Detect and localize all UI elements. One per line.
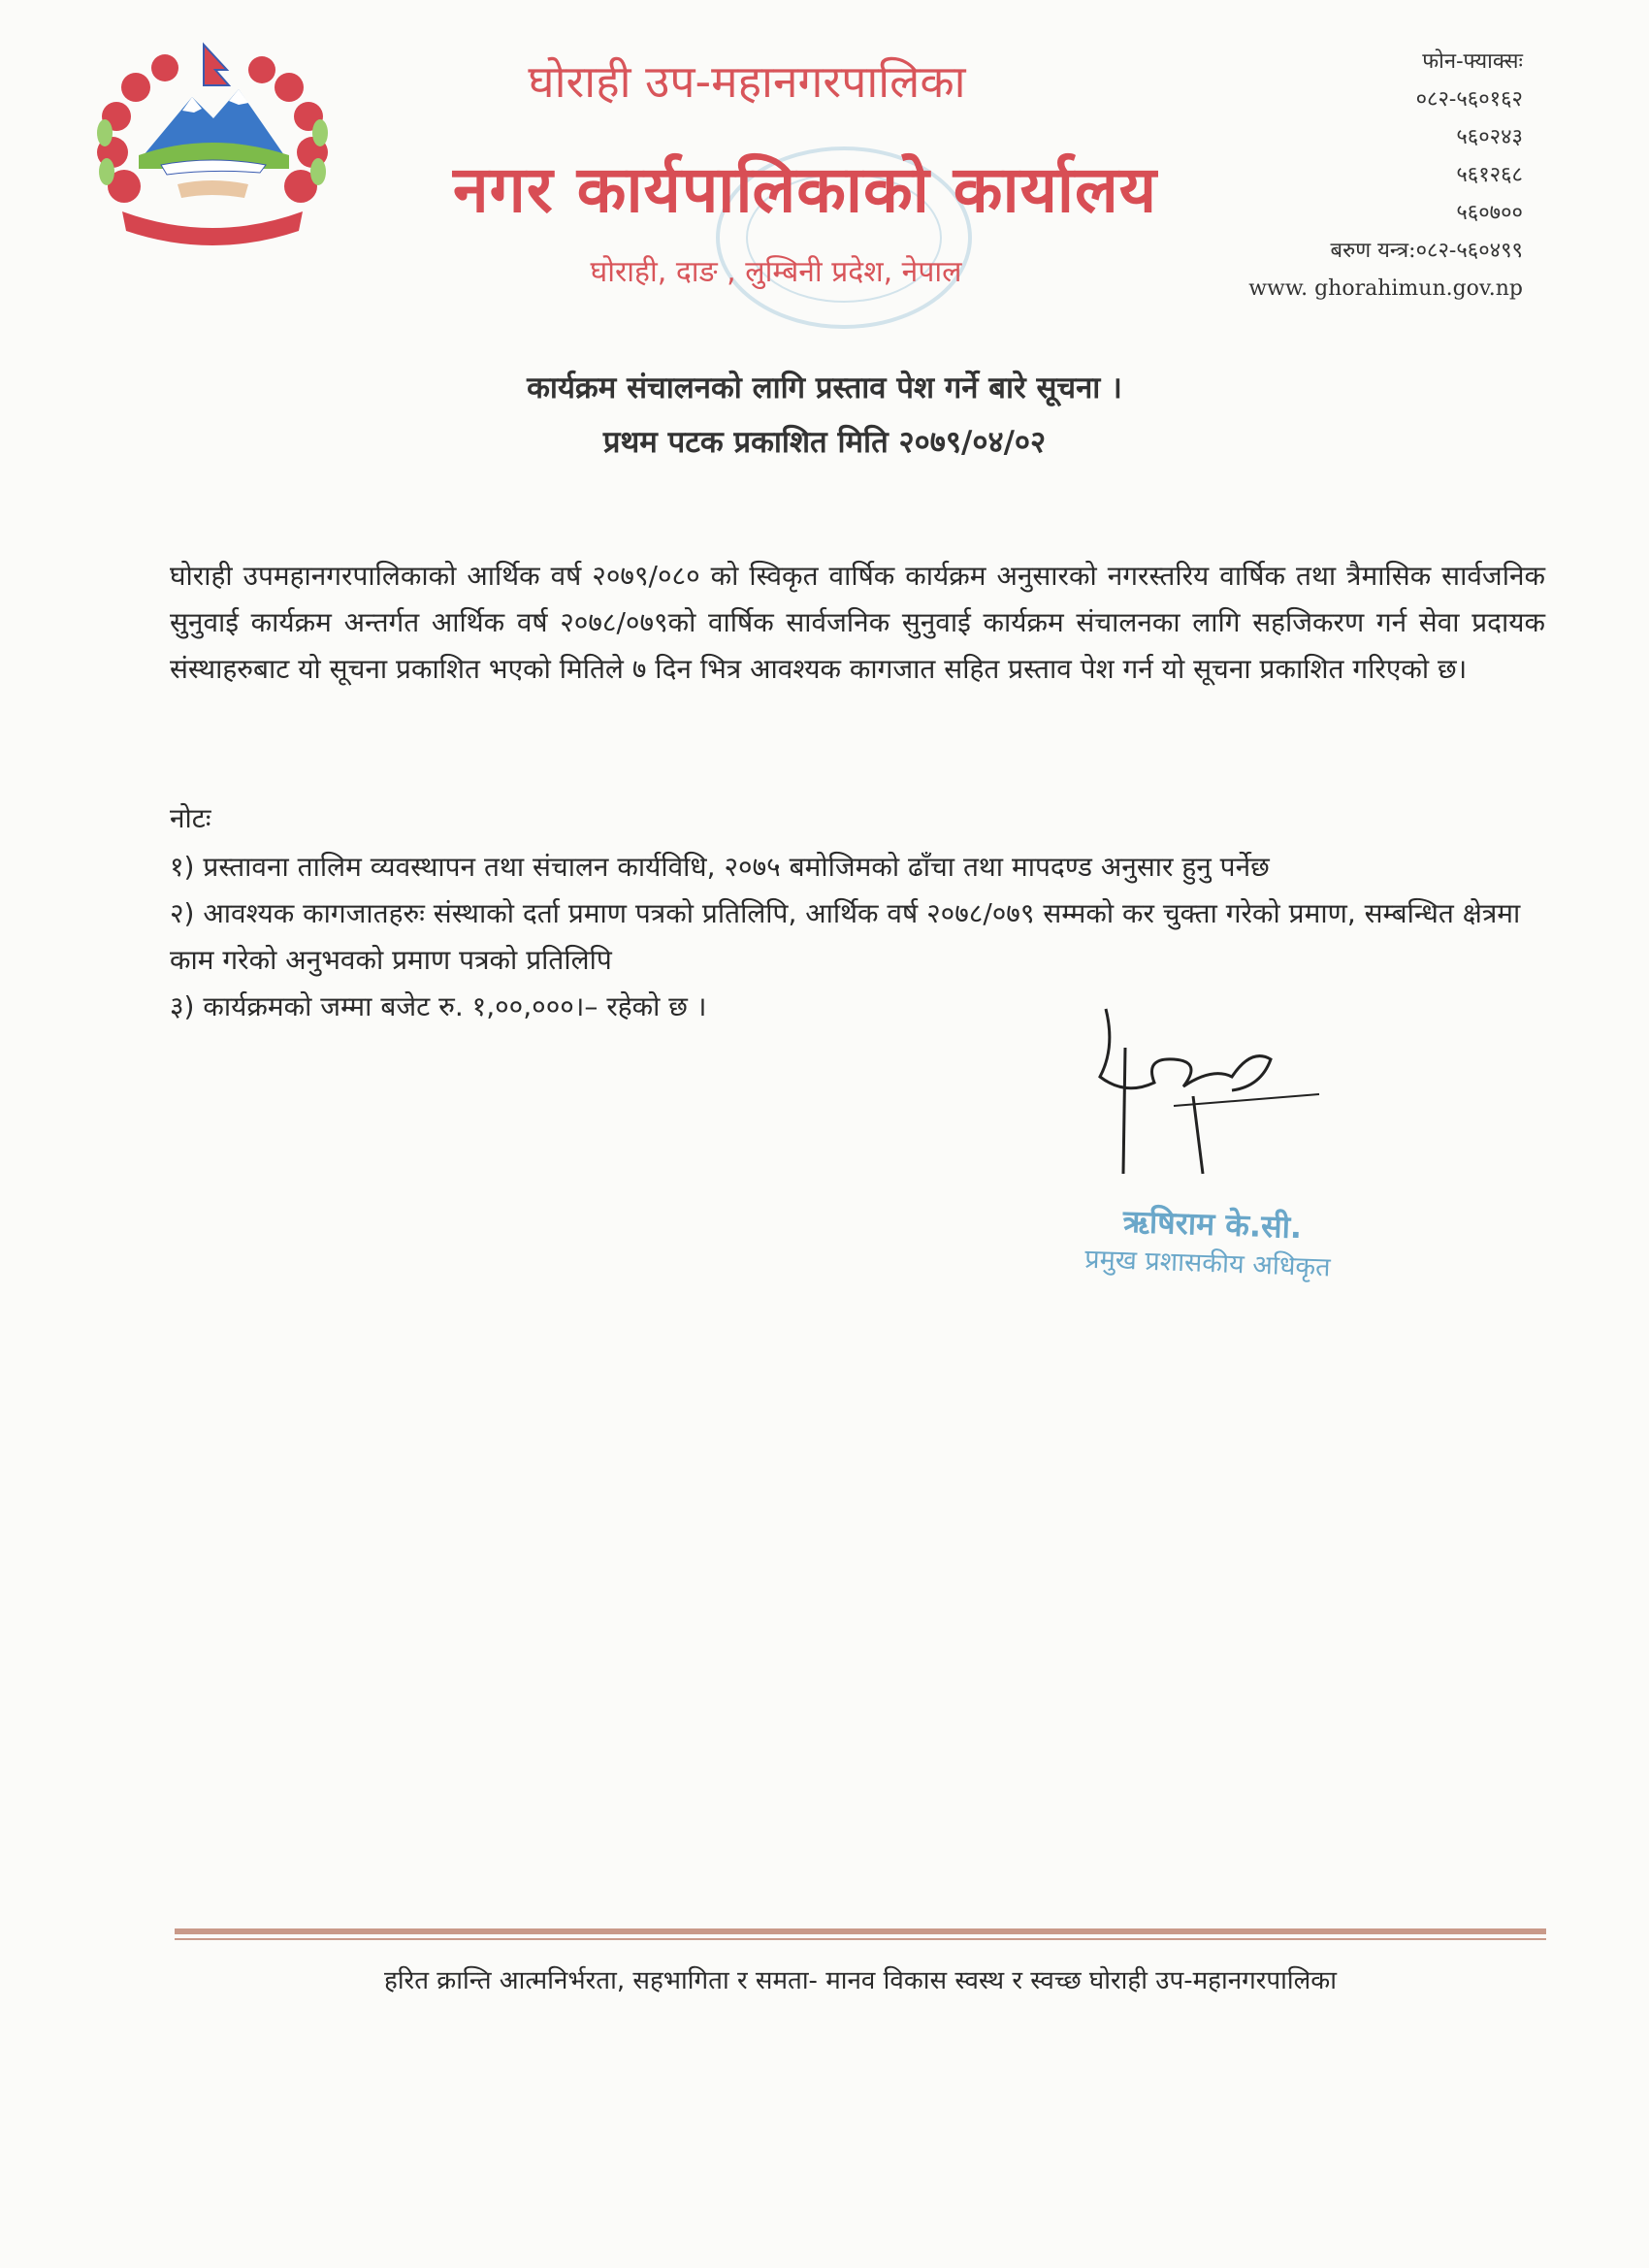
phone-fax-label: फोन-फ्याक्सः <box>1422 49 1523 74</box>
office-name: नगर कार्यपालिकाको कार्यालय <box>453 152 1157 227</box>
phone-number: ५६१२६८ <box>1456 163 1523 187</box>
footer-divider <box>175 1938 1546 1940</box>
coat-of-arms-emblem <box>85 41 340 254</box>
note-item: २) आवश्यक कागजातहरुः संस्थाको दर्ता प्रमाण पत्रको प्रतिलिपि, आर्थिक वर्ष २०७८/०७९ सम्मको कर चुक्ता गरेको प्रमाण, सम्बन्धित क्षेत्रमा काम गरेको अनुभवको प्रमाण पत्रको प्रतिलिपि <box>170 897 1521 976</box>
note-item: १) प्रस्तावना तालिम व्यवस्थापन तथा संचालन कार्यविधि, २०७५ बमोजिमको ढाँचा तथा मापदण्ड अनुसार हुनु पर्नेछ <box>170 851 1270 883</box>
cell-number: बरुण यन्त्र:०८२-५६०४९९ <box>1330 239 1523 263</box>
office-address: घोराही, दाङ , लुम्बिनी प्रदेश, नेपाल <box>590 255 962 289</box>
phone-number: ०८२-५६०१६२ <box>1415 87 1523 112</box>
notice-subject: कार्यक्रम संचालनको लागि प्रस्ताव पेश गर्ने बारे सूचना । <box>527 371 1122 405</box>
phone-number: ५६०७०० <box>1456 201 1523 225</box>
phone-number: ५६०२४३ <box>1456 125 1523 149</box>
footer-divider <box>175 1928 1546 1934</box>
footer-slogan: हरित क्रान्ति आत्मनिर्भरता, सहभागिता र समता- मानव विकास स्वस्थ र स्वच्छ घोराही उप-महानगरपालिका <box>384 1966 1337 1995</box>
municipality-name: घोराही उप-महानगरपालिका <box>528 55 966 108</box>
notes-heading: नोटः <box>170 802 211 834</box>
signatory-name: ऋषिराम के.सी. <box>1122 1202 1303 1247</box>
signatory-title: प्रमुख प्रशासकीय अधिकृत <box>1083 1244 1332 1283</box>
website-link[interactable]: www. ghorahimun.gov.np <box>1248 276 1523 301</box>
handwritten-signature <box>1086 989 1329 1193</box>
notice-body-paragraph: घोराही उपमहानगरपालिकाको आर्थिक वर्ष २०७९/०८० को स्विकृत वार्षिक कार्यक्रम अनुसारको नगरस्तरिय वार्षिक तथा त्रैमासिक सार्वजनिक सुनुवाई कार्यक्रम अन्तर्गत आर्थिक वर्ष २०७८/०७९को वार्षिक सार्वजनिक सुनुवाई कार्यक्रम संचालनका लागि सहजिकरण गर्न सेवा प्रदायक संस्थाहरुबाट यो सूचना प्रकाशित भएको मितिले ७ दिन भित्र आवश्यक कागजात सहित प्रस्ताव पेश गर्न यो सूचना प्रकाशित गरिएको छ। <box>170 560 1545 685</box>
notes-list <box>170 844 1547 1030</box>
note-item: ३) कार्यक्रमको जम्मा बजेट रु. १,००,०००।– रहेको छ । <box>170 990 707 1022</box>
publication-date: प्रथम पटक प्रकाशित मिति २०७९/०४/०२ <box>602 425 1047 460</box>
contact-block <box>1203 43 1523 308</box>
